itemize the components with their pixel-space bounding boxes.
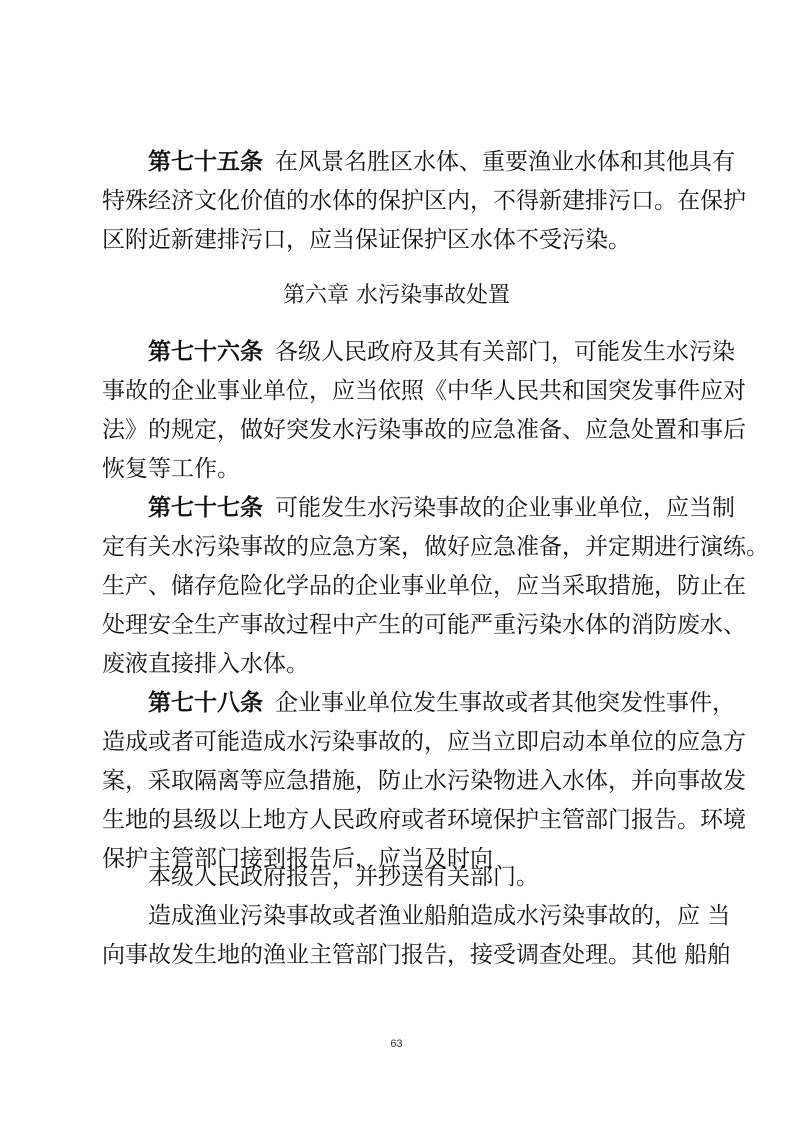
article-76-line-4: 恢复等工作。 — [102, 456, 240, 482]
article-76-text: 各级人民政府及其有关部门，可能发生水污染 — [275, 339, 735, 365]
article-75-line-2: 特殊经济文化价值的水体的保护区内，不得新建排污口。在保护 — [102, 188, 746, 214]
article-77-line-3: 生产、储存危险化学品的企业事业单位，应当采取措施，防止在 — [102, 573, 746, 599]
article-78-line-1 — [148, 688, 735, 718]
article-78-line-4: 生地的县级以上地方人民政府或者环境保护主管部门报告。环境 — [102, 807, 746, 833]
article-78-line-7: 造成渔业污染事故或者渔业船舶造成水污染事故的，应 当 — [148, 903, 731, 929]
article-78-line-2: 造成或者可能造成水污染事故的，应当立即启动本单位的应急方 — [102, 729, 746, 755]
chapter-title: 第六章 水污染事故处置 — [283, 283, 510, 308]
article-76-line-3: 法》的规定，做好突发水污染事故的应急准备、应急处置和事后 — [102, 417, 746, 443]
article-76-label: 第七十六条 — [148, 339, 263, 365]
article-75-text: 在风景名胜区水体、重要渔业水体和其他具有 — [275, 149, 735, 175]
article-77-line-4: 处理安全生产事故过程中产生的可能严重污染水体的消防废水、 — [102, 612, 746, 638]
article-77-line-2: 定有关水污染事故的应急方案，做好应急准备，并定期进行演练。 — [102, 534, 769, 560]
article-75-label: 第七十五条 — [148, 149, 263, 175]
article-78-line-5: 保护主管部门接到报告后，应当及时向 — [102, 846, 493, 872]
article-77-label: 第七十七条 — [148, 495, 263, 521]
page-number: 63 — [390, 1038, 403, 1050]
article-78-line-8: 向事故发生地的渔业主管部门报告，接受调查处理。其他 船舶 — [102, 942, 731, 968]
article-77-text: 可能发生水污染事故的企业事业单位，应当制 — [275, 495, 735, 521]
article-78-text: 企业事业单位发生事故或者其他突发性事件， — [275, 690, 735, 716]
article-75-line-1 — [148, 147, 735, 177]
article-76-line-2: 事故的企业事业单位，应当依照《中华人民共和国突发事件应对 — [102, 378, 746, 404]
article-78-line-6: 本级人民政府报告，并抄送有关部门。 — [148, 864, 539, 890]
article-75-line-3: 区附近新建排污口，应当保证保护区水体不受污染。 — [102, 227, 631, 253]
article-78-label: 第七十八条 — [148, 690, 263, 716]
article-76-line-1 — [148, 337, 735, 367]
article-78-line-3: 案，采取隔离等应急措施，防止水污染物进入水体，并向事故发 — [102, 768, 746, 794]
article-77-line-1 — [148, 493, 735, 523]
article-77-line-5: 废液直接排入水体。 — [102, 651, 309, 677]
